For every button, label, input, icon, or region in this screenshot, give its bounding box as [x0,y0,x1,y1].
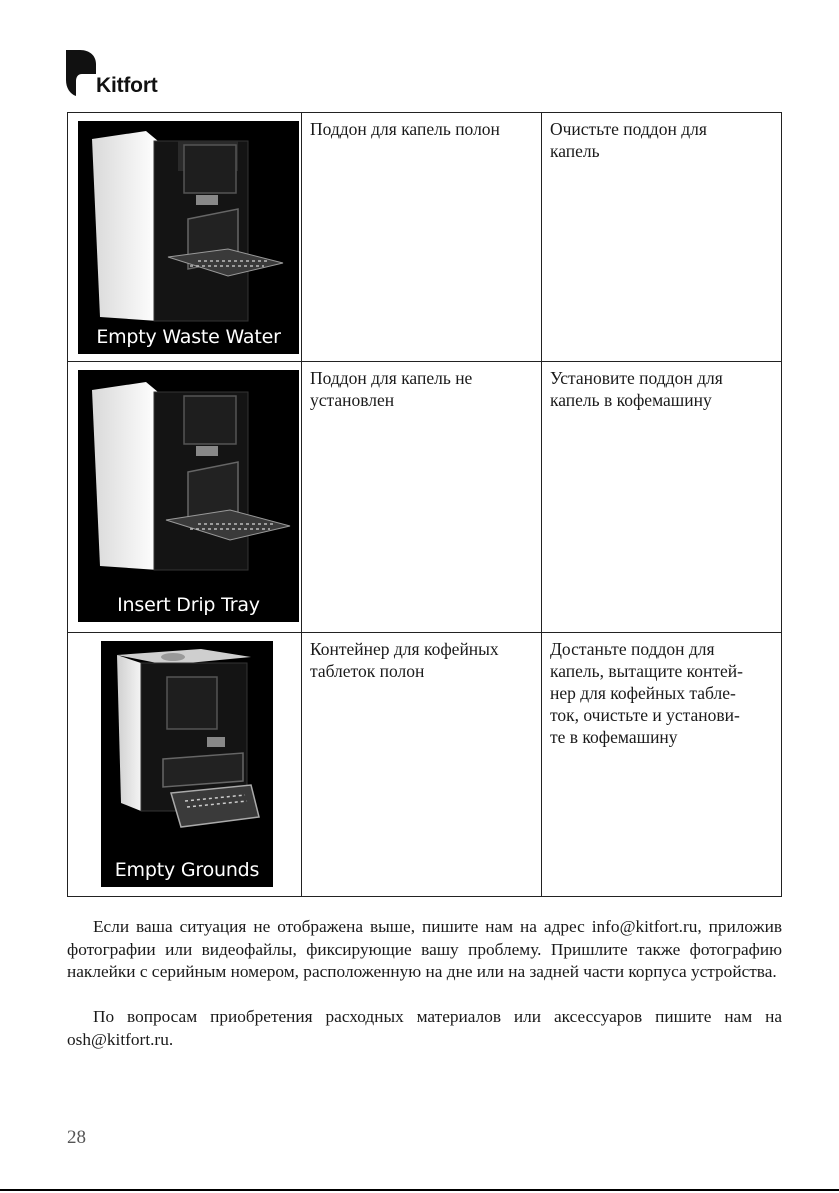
table-row [68,633,782,897]
screen-caption: Empty Grounds [114,859,260,881]
screen-image-cell [68,362,302,633]
troubleshooting-table [67,112,782,897]
accessories-paragraph: По вопросам приобретения расходных материалов или аксессуаров пишите нам на osh@kitfort.ru. [67,1007,782,1049]
brand-logo [66,50,176,100]
condition-cell [301,362,541,633]
action-cell [541,633,781,897]
coffee-machine-illustration [101,641,273,887]
condition-cell [301,113,541,362]
screen-image-cell [68,633,302,897]
machine-screen-image [78,370,299,622]
machine-screen-image [78,121,299,354]
screen-caption: Insert Drip Tray [117,594,260,616]
condition-text: Поддон для капель полон [309,119,500,139]
screen-image-cell [68,113,302,362]
coffee-machine-illustration [78,121,299,354]
action-text: Установите поддон для капель в кофемашину [549,368,723,410]
kitfort-logo-icon [66,50,96,96]
machine-screen-image [101,641,273,887]
action-cell [541,113,781,362]
coffee-machine-illustration [78,370,299,622]
action-text: Достаньте поддон для капель, вытащите контей- нер для кофейных табле- ток, очистьте и установи- те в кофемашину [549,639,743,747]
action-text: Очистьте поддон для капель [549,119,707,161]
action-cell [541,362,781,633]
table-row [68,362,782,633]
bottom-rule [0,1189,839,1191]
condition-text: Поддон для капель не установлен [309,368,473,410]
page-number: 28 [67,1127,86,1148]
condition-text: Контейнер для кофейных таблеток полон [309,639,499,681]
contact-paragraph: Если ваша ситуация не отображена выше, пишите нам на адрес info@kitfort.ru, приложив фотографии или видеофайлы, фиксирующие вашу проблему. Пришлите также фотографию наклейки с серийным номером, расположенную на дне или на задней части корпуса устройства. [67,917,782,981]
screen-caption: Empty Waste Water [96,326,281,348]
condition-cell [301,633,541,897]
brand-name: Kitfort [96,74,158,97]
table-row [68,113,782,362]
